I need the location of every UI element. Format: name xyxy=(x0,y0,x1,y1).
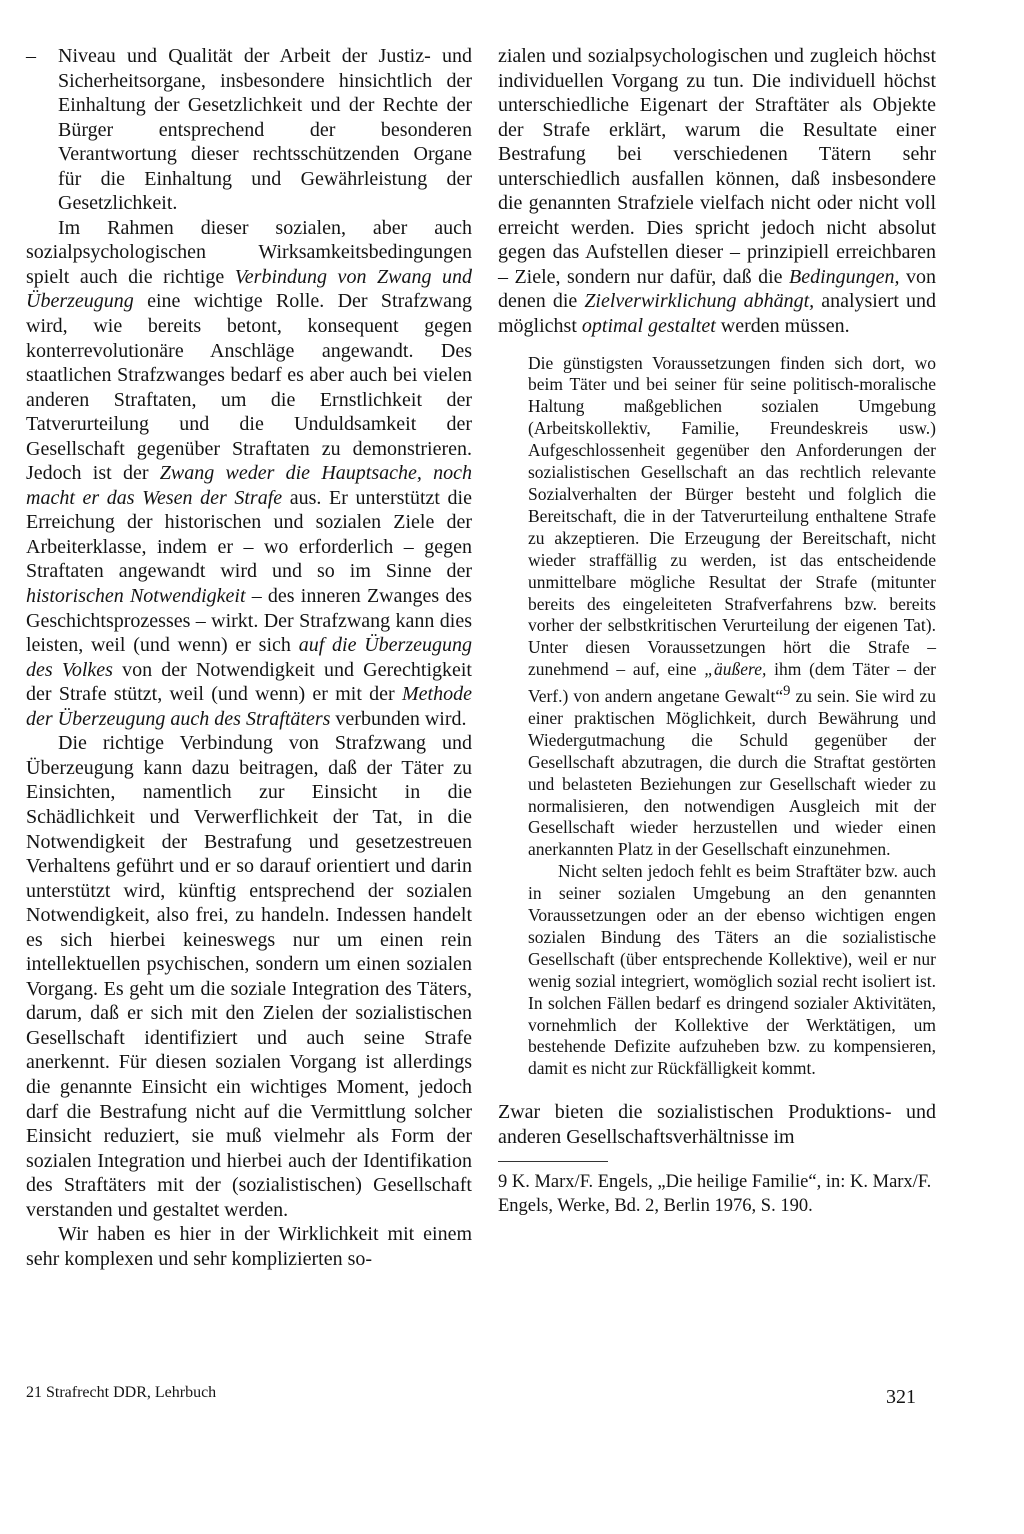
emphasis: Verbindung von Zwang und Überzeugung xyxy=(26,265,472,313)
footnote-text: K. Marx/F. Engels, „Die heilige Familie“, in: K. Marx/F. Engels, Werke, Bd. 2, Berlin 1976, S. 190. xyxy=(498,1172,932,1217)
emphasis: auf die Überzeugung des Volkes xyxy=(26,634,472,681)
footnote-rule xyxy=(498,1161,608,1162)
bullet-item xyxy=(26,44,472,216)
paragraph-complexity: Wir haben es hier in der Wirklichkeit mit einem sehr komplexen und sehr komplizierten so- xyxy=(26,1223,472,1270)
paragraph-individual-process xyxy=(498,44,936,339)
printer-signature: 21 Strafrecht DDR, Lehrbuch xyxy=(26,1384,217,1401)
emphasis: Zwang weder die Hauptsache, noch macht er das Wesen der Strafe xyxy=(26,462,472,509)
bullet-text: Niveau und Qualität der Arbeit der Justiz- und Sicherheitsorgane, insbesondere hinsichtlich der Einhaltung der Gesetzlichkeit und der Rechte der Bürger entsprechend der besonderen Verantwortung dieser rechtsschützenden Organe für die Einhaltung und Gewährleistung der Gesetzlichkeit. xyxy=(58,45,472,215)
emphasis: Bedingungen, xyxy=(789,265,900,288)
text-run: eine wichtige Rolle. Der Strafzwang wird, wie bereits betont, konsequent gegen konterrevolutionäre Anschläge angewandt. Des staatlichen Strafzwanges bedarf es aber auch bei vielen anderen Straftaten, um die Ernstlichkeit der Tatverurteilung und die Unduldsamkeit der Gesellschaft gegenüber Straftaten zu demonstrieren. Jedoch ist der xyxy=(26,290,472,485)
paragraph-coercion-persuasion xyxy=(26,216,472,731)
text-run: – des inneren Zwanges des Geschichtsprozesses – wirkt. Der Strafzwang kann dies leisten, weil (und wenn) er sich xyxy=(26,585,472,657)
text-run: Im Rahmen dieser sozialen, aber auch sozialpsychologischen Wirksamkeitsbedingungen spielt auch die richtige xyxy=(26,216,472,288)
footnote-marker: 9 xyxy=(783,683,791,700)
text-run: werden müssen. xyxy=(715,315,850,338)
emphasis: Methode der Überzeugung auch des Straftäters xyxy=(26,683,472,730)
small-paragraph-deficits: Nicht selten jedoch fehlt es beim Straftäter bzw. auch in seiner sozialen Umgebung an den genannten Voraussetzungen oder an der ebenso wichtigen engen sozialen Bindung des Täters an die sozialistische Gesellschaft (über entsprechende Kollektive), weil er nur wenig sozial integriert, womöglich sozial recht isoliert ist. In solchen Fällen bedarf es dringend sozialer Aktivitäten, vornehmlich der Kollektive der Werktätigen, um bestehende Defizite aufzuheben bzw. zu kompensieren, damit es nicht zur Rückfälligkeit kommt. xyxy=(528,861,936,1079)
text-run: zialen und sozialpsychologischen und zugleich höchst individuellen Vorgang zu tun. Die individuell höchst unterschiedliche Eigenart der Straftäter als Objekte der Strafe erklärt, warum die Resultate einer Bestrafung bei verschiedenen Tätern sehr unterschiedlich ausfallen können, daß insbesondere die genannten Strafziele vielfach nicht oder nicht voll erreicht werden. Dies spricht jedoch nicht absolut gegen das Aufstellen dieser – prinzipiell erreichbaren – Ziele, sondern nur dafür, daß die xyxy=(498,45,936,288)
text-run: Die günstigsten Voraussetzungen finden sich dort, wo beim Täter und bei seiner für seine politisch-moralische Haltung maßgeblichen sozialen Umgebung (Arbeitskollektiv, Familie, Freundeskreis usw.) Aufgeschlossenheit gegenüber den Anforderungen der sozialistischen Gesellschaft an das rechtlich relevante Sozialverhalten der Bürger besteht und folglich die Bereitschaft, die in der Tatverurteilung enthaltene Strafe zu akzeptieren. Die Erzeugung der Bereitschaft, nicht wieder straffällig zu werden, ist das entscheidende unmittelbare mögliche Resultat der Strafe (mitunter bereits des eingeleiteten Strafverfahrens bzw. bereits vorher der selbstkritischen Verurteilung der eigenen Tat). Unter diesen Voraussetzungen hört die Strafe – zunehmend – auf, eine xyxy=(528,352,936,680)
text-run: ihm (dem Täter – der Verf.) von andern angetane Gewalt“ xyxy=(528,659,937,706)
small-paragraph-preconditions xyxy=(528,353,936,862)
dash-marker: – xyxy=(26,45,36,67)
emphasis: optimal gestaltet xyxy=(581,315,716,338)
text-run: aus. Er unterstützt die Erreichung der historischen und sozialen Ziele der Arbeiterklasse, indem er – wo erforderlich – gegen Straftaten angewandt wird und so im Sinne der xyxy=(26,486,472,583)
text-run: von der Notwendigkeit und Gerechtigkeit der Strafe stützt, weil (und wenn) er mit der xyxy=(26,658,472,706)
footnote-number: 9 xyxy=(498,1172,508,1193)
text-run: zu sein. Sie wird zu einer praktischen Möglichkeit, durch Bewährung und Wiedergutmachung die Schuld gegenüber der Gesellschaft abzutragen, die durch die Straftat gestörten und belasteten Beziehungen zur Gesellschaft wieder zu normalisieren, den notwendigen Ausgleich mit der Gesellschaft wieder herzustellen und wieder einen anerkannten Platz in der Gesellschaft einzunehmen. xyxy=(528,685,936,860)
left-column xyxy=(26,44,472,1271)
right-column xyxy=(498,44,936,1218)
text-run: von denen die xyxy=(498,265,936,313)
footnote xyxy=(498,1170,936,1218)
emphasis: historischen Notwendigkeit xyxy=(26,585,246,608)
paragraph-integration: Die richtige Verbindung von Strafzwang und Überzeugung kann dazu beitragen, daß der Täter zu Einsichten, namentlich zur Einsicht in die Schädlichkeit und Verwerflichkeit der Tat, in die Notwendigkeit der Bestrafung und gesetzestreuen Verhaltens geführt und er so darauf orientiert und darin unterstützt wird, künftig entsprechend der sozialen Notwendigkeit, also frei, zu handeln. Indessen handelt es sich hierbei keineswegs nur um einen rein intellektuellen psychischen, sondern um einen sozialen Vorgang. Es geht um die soziale Integration des Täters, darum, daß er sich mit den Zielen der sozialistischen Gesellschaft identifiziert und auch seine Strafe anerkennt. Für diesen sozialen Vorgang ist allerdings die genannte Einsicht ein wichtiges Moment, jedoch darf die Bestrafung nicht auf die Vermittlung solcher Einsicht reduziert, sie muß vielmehr als Form der sozialen Integration und hierbei auch der Identifikation des Straftäters mit der (sozialistischen) Gesellschaft verstanden und gestaltet werden. xyxy=(26,732,472,1221)
emphasis: Zielverwirklichung abhängt, xyxy=(584,290,815,313)
page-number: 321 xyxy=(886,1386,916,1408)
emphasis: „äußere, xyxy=(704,659,767,680)
text-run: analysiert und möglichst xyxy=(498,290,937,338)
text-run: verbunden wird. xyxy=(330,707,467,730)
paragraph-production-relations: Zwar bieten die sozialistischen Produktions- und anderen Gesellschaftsverhältnisse im xyxy=(498,1101,936,1148)
